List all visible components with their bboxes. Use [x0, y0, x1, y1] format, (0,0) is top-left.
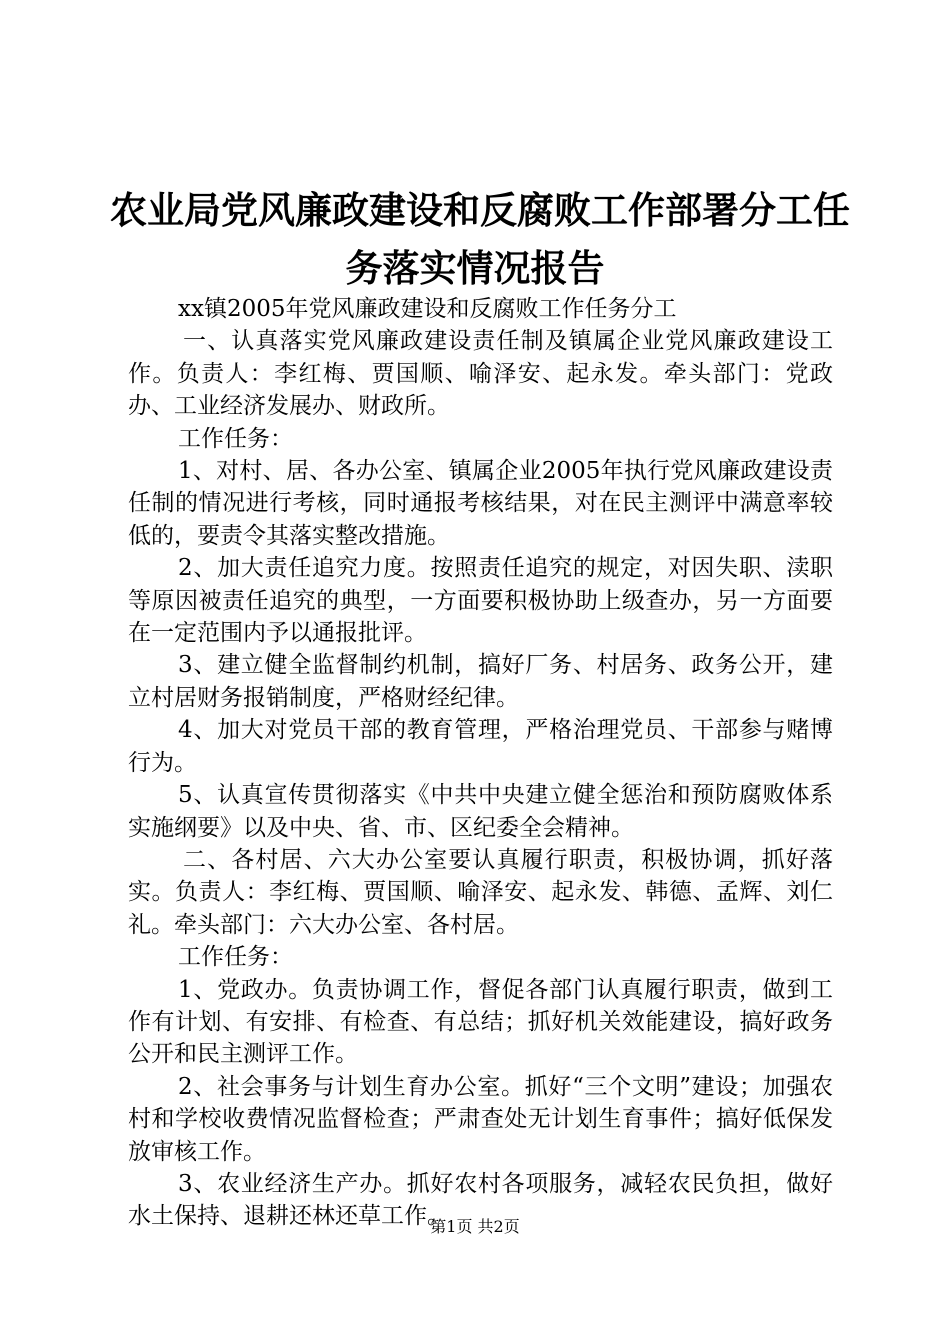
document-body: [128, 293, 833, 1233]
paragraph-task-3: 3、建立健全监督制约机制，搞好厂务、村居务、政务公开，建立村居财务报销制度，严格财经纪律。: [128, 652, 833, 711]
paragraph-office-1: 1、党政办。负责协调工作，督促各部门认真履行职责，做到工作有计划、有安排、有检查、有总结；抓好机关效能建设，搞好政务公开和民主测评工作。: [128, 976, 833, 1068]
paragraph-task-4: 4、加大对党员干部的教育管理，严格治理党员、干部参与赌博行为。: [128, 717, 833, 776]
paragraph-office-2: 2、社会事务与计划生育办公室。抓好“三个文明”建设；加强农村和学校收费情况监督检查；严肃查处无计划生育事件；搞好低保发放审核工作。: [128, 1073, 833, 1165]
paragraph-subtitle: xx镇2005年党风廉政建设和反腐败工作任务分工: [178, 296, 677, 322]
document-title-line-2: 务落实情况报告: [345, 247, 605, 290]
paragraph-task-2: 2、加大责任追究力度。按照责任追究的规定，对因失职、渎职等原因被责任追究的典型，一方面要积极协助上级查办，另一方面要在一定范围内予以通报批评。: [128, 555, 833, 647]
paragraph-office-3: 3、农业经济生产办。抓好农村各项服务，减轻农民负担，做好水土保持、退耕还林还草工作。: [128, 1170, 833, 1230]
paragraph-tasks-heading: 工作任务：: [178, 425, 293, 452]
paragraph-section-2: 二、各村居、六大办公室要认真履行职责，积极协调，抓好落实。负责人：李红梅、贾国顺、喻泽安、起永发、韩德、孟辉、刘仁礼。牵头部门：六大办公室、各村居。: [128, 846, 833, 938]
paragraph-section-1: 一、认真落实党风廉政建设责任制及镇属企业党风廉政建设工作。负责人：李红梅、贾国顺、喻泽安、起永发。牵头部门：党政办、工业经济发展办、财政所。: [128, 328, 833, 420]
paragraph-task-1: 1、对村、居、各办公室、镇属企业2005年执行党风廉政建设责任制的情况进行考核，同时通报考核结果，对在民主测评中满意率较低的，要责令其落实整改措施。: [128, 458, 833, 549]
paragraph-task-5: 5、认真宣传贯彻落实《中共中央建立健全惩治和预防腐败体系实施纲要》以及中央、省、市、区纪委全会精神。: [128, 782, 833, 841]
paragraph-tasks-heading-2: 工作任务：: [178, 944, 293, 971]
page-footer: 第1页 共2页: [430, 1217, 520, 1236]
document-title-line-1: 农业局党风廉政建设和反腐败工作部署分工任: [110, 189, 850, 232]
